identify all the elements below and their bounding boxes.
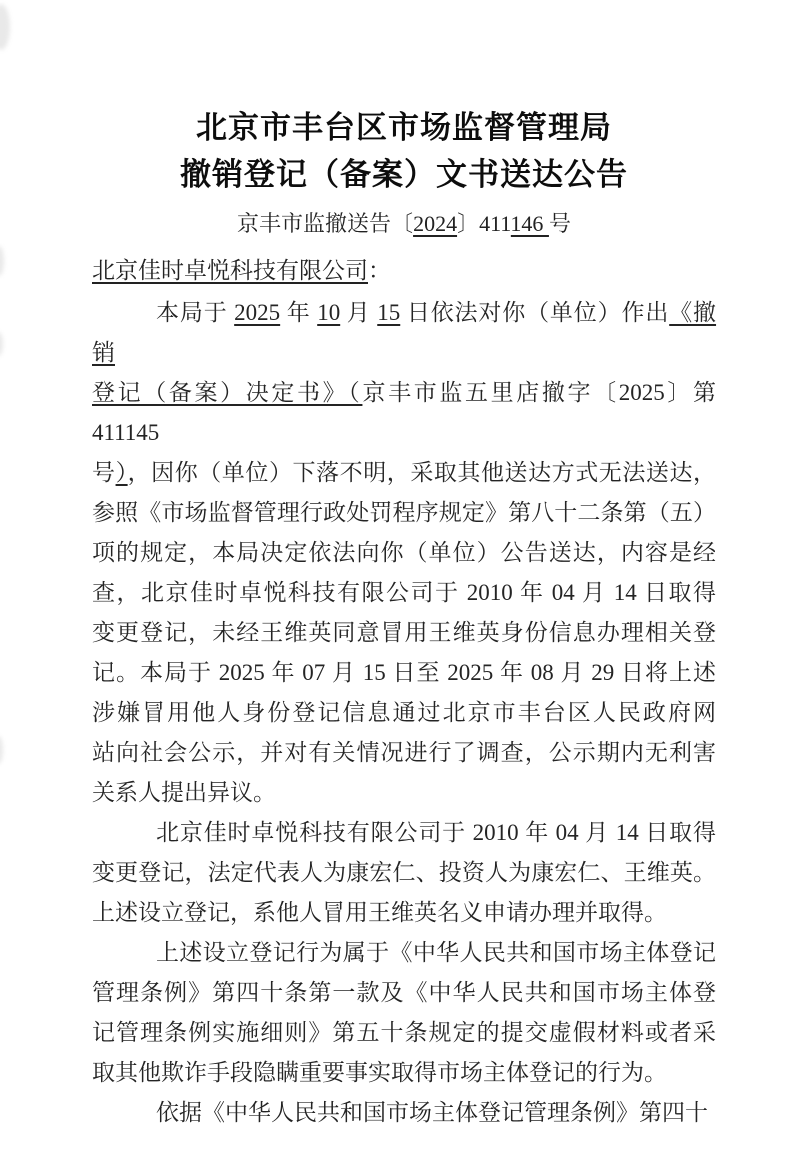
document-body xyxy=(92,293,716,1133)
document-line xyxy=(92,893,716,933)
document-line xyxy=(92,613,716,653)
text-run: 记管理条例实施细则》第五十条规定的提交虚假材料或者采 xyxy=(92,1020,716,1045)
text-run: 京丰市监五里店撤字〔2025〕第 411145 xyxy=(92,380,717,445)
text-run: 依据《中华人民共和国市场主体登记管理条例》第四十 xyxy=(156,1100,708,1125)
text-run: 号 xyxy=(92,460,116,485)
document-title-agency: 北京市丰台区市场监督管理局 xyxy=(196,110,612,145)
text-run: 京丰市监撤送告〔 xyxy=(237,211,414,236)
document-line xyxy=(92,773,716,813)
text-run: 北京佳时卓悦科技有限公司于 2010 年 04 月 14 日取得 xyxy=(156,820,716,845)
text-run: 项的规定，本局决定依法向你（单位）公告送达，内容是经 xyxy=(92,540,716,565)
text-run: 年 xyxy=(280,300,318,325)
addressee-line xyxy=(92,254,716,288)
text-run: 查，北京佳时卓悦科技有限公司于 2010 年 04 月 14 日取得 xyxy=(92,580,716,605)
text-run: 上述设立登记，系他人冒用王维英名义申请办理并取得。 xyxy=(92,900,667,925)
underlined-text: 15 xyxy=(377,300,401,325)
document-line xyxy=(92,1053,716,1093)
text-run: 变更登记，法定代表人为康宏仁、投资人为康宏仁、王维英。 xyxy=(92,860,716,885)
underlined-text: 登记（备案）决定书》（ xyxy=(92,380,363,405)
document-title-subject: 撤销登记（备案）文书送达公告 xyxy=(180,157,628,192)
document-line xyxy=(92,1013,716,1053)
text-run: 站向社会公示，并对有关情况进行了调查，公示期内无利害 xyxy=(92,740,716,765)
document-line xyxy=(92,453,716,493)
document-line xyxy=(92,853,716,893)
text-run: 取其他欺诈手段隐瞒重要事实取得市场主体登记的行为。 xyxy=(92,1060,667,1085)
document-line xyxy=(92,493,716,533)
document-line xyxy=(92,533,716,573)
document-line xyxy=(92,933,716,973)
document-line xyxy=(92,1093,716,1133)
document-line xyxy=(92,813,716,853)
text-run: 号 xyxy=(548,211,571,236)
underlined-text: 北京佳时卓悦科技有限公司 xyxy=(92,258,368,283)
text-run: ，因你（单位）下落不明，采取其他送达方式无法送达， xyxy=(127,460,717,485)
document-line xyxy=(92,293,716,373)
text-run: 日依法对你（单位）作出 xyxy=(400,300,670,325)
document-line xyxy=(92,733,716,773)
underlined-text: 《撤销 xyxy=(92,300,717,365)
text-run: 〕411 xyxy=(457,211,511,236)
text-run: 变更登记，未经王维英同意冒用王维英身份信息办理相关登 xyxy=(92,620,716,645)
underlined-text: 10 xyxy=(317,300,341,325)
underlined-text: ） xyxy=(115,460,128,485)
text-run: 上述设立登记行为属于《中华人民共和国市场主体登记 xyxy=(156,940,716,965)
document-line xyxy=(92,653,716,693)
document-line xyxy=(92,693,716,733)
text-run: 月 xyxy=(340,300,378,325)
underlined-text: 2024 xyxy=(413,211,458,236)
text-run: 参照《市场监督管理行政处罚程序规定》第八十二条第（五） xyxy=(92,500,716,525)
text-run: 记。本局于 2025 年 07 月 15 日至 2025 年 08 月 29 日将上述 xyxy=(92,660,716,685)
document-line xyxy=(92,973,716,1013)
document-line xyxy=(92,573,716,613)
text-run: 本局于 xyxy=(156,300,235,325)
text-run: ： xyxy=(368,258,391,283)
document-number xyxy=(92,207,716,241)
text-run: 涉嫌冒用他人身份登记信息通过北京市丰台区人民政府网 xyxy=(92,700,716,725)
text-run: 关系人提出异议。 xyxy=(92,780,276,805)
underlined-text: 2025 xyxy=(234,300,281,325)
underlined-text: 146 xyxy=(510,211,549,236)
text-run: 管理条例》第四十条第一款及《中华人民共和国市场主体登 xyxy=(92,980,716,1005)
document-line xyxy=(92,373,716,453)
